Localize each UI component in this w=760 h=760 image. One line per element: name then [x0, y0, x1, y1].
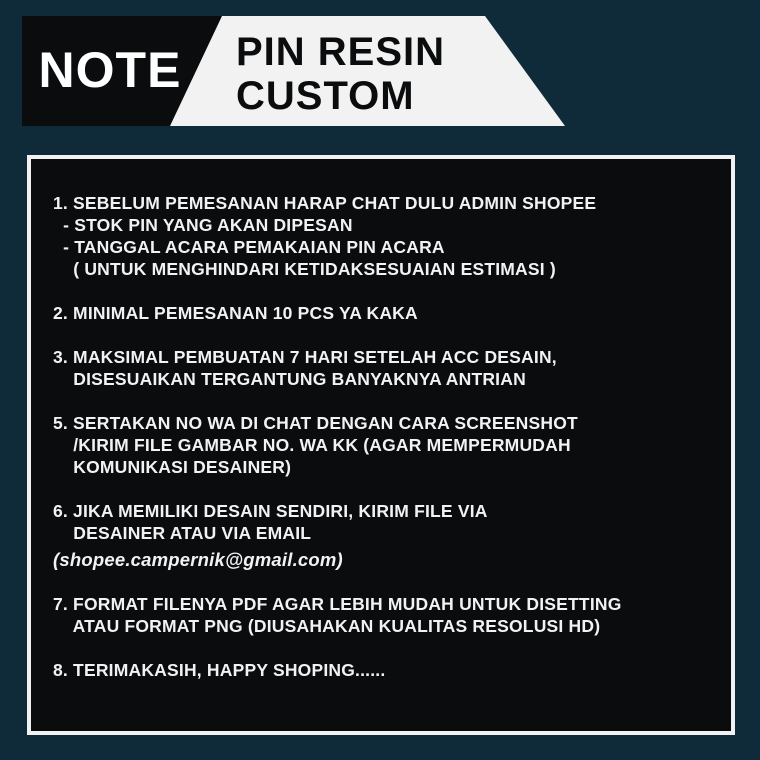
title-line-1: PIN RESIN [236, 30, 446, 74]
email-address: (shopee.campernik@gmail.com) [53, 549, 343, 570]
notes-list [53, 192, 721, 703]
note-item [53, 192, 721, 280]
note-label: NOTE [38, 42, 182, 98]
note-line: 3. MAKSIMAL PEMBUATAN 7 HARI SETELAH ACC DESAIN, [53, 347, 557, 367]
note-item [53, 302, 721, 324]
note-item [53, 500, 721, 571]
note-line: - STOK PIN YANG AKAN DIPESAN [53, 215, 353, 235]
note-line: DESAINER ATAU VIA EMAIL [53, 523, 312, 543]
note-line: 8. TERIMAKASIH, HAPPY SHOPING...... [53, 660, 386, 680]
note-line: 2. MINIMAL PEMESANAN 10 PCS YA KAKA [53, 303, 418, 323]
note-line: 6. JIKA MEMILIKI DESAIN SENDIRI, KIRIM FILE VIA [53, 501, 488, 521]
note-item [53, 346, 721, 390]
title-line-2: CUSTOM [236, 74, 415, 118]
note-line: 5. SERTAKAN NO WA DI CHAT DENGAN CARA SCREENSHOT [53, 413, 578, 433]
notes-panel [27, 155, 735, 735]
note-line: DISESUAIKAN TERGANTUNG BANYAKNYA ANTRIAN [53, 369, 526, 389]
note-item [53, 593, 721, 637]
note-line: 7. FORMAT FILENYA PDF AGAR LEBIH MUDAH UNTUK DISETTING [53, 594, 622, 614]
note-line: ATAU FORMAT PNG (DIUSAHAKAN KUALITAS RESOLUSI HD) [53, 616, 601, 636]
note-item [53, 659, 721, 681]
note-line: ( UNTUK MENGHINDARI KETIDAKSESUAIAN ESTIMASI ) [53, 259, 556, 279]
note-line: /KIRIM FILE GAMBAR NO. WA KK (AGAR MEMPERMUDAH [53, 435, 571, 455]
note-line: 1. SEBELUM PEMESANAN HARAP CHAT DULU ADMIN SHOPEE [53, 193, 597, 213]
page-title [236, 30, 445, 118]
note-line: - TANGGAL ACARA PEMAKAIAN PIN ACARA [53, 237, 445, 257]
note-line: KOMUNIKASI DESAINER) [53, 457, 292, 477]
note-item [53, 412, 721, 478]
